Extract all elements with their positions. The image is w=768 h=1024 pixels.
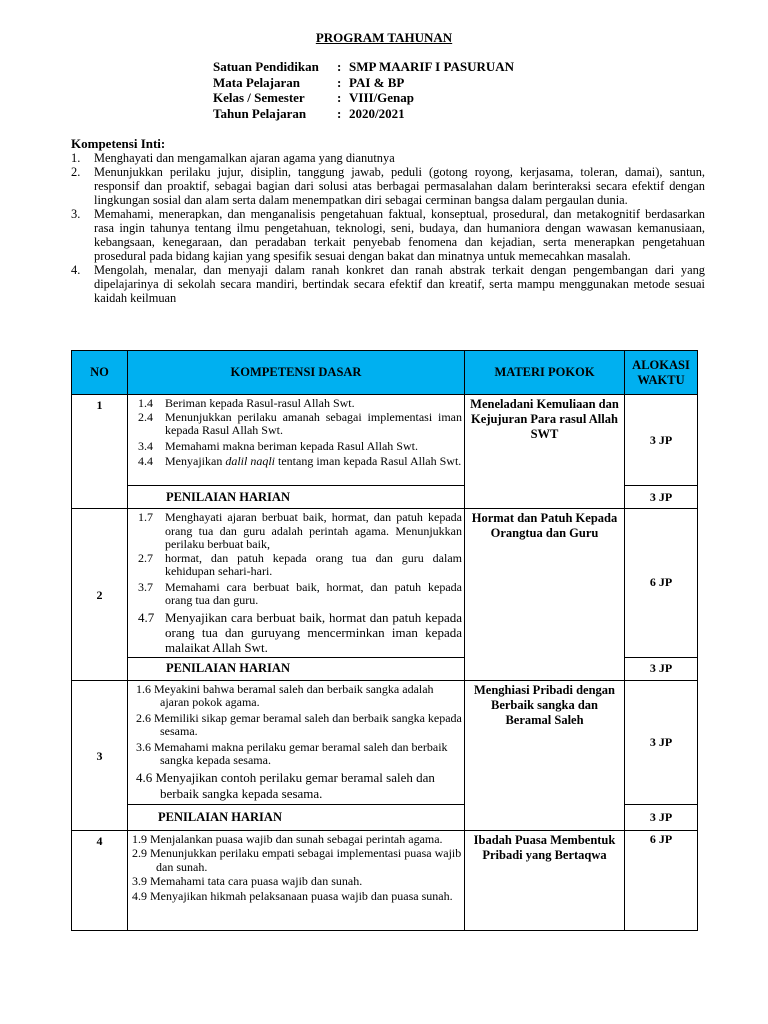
kd-cell (128, 509, 465, 658)
kd-cell (128, 830, 465, 930)
info-row-satuan: Satuan Pendidikan : SMP MAARIF I PASURUAN (213, 59, 515, 74)
kd-item: 2.9 Menunjukkan perilaku empati sebagai implementasi puasa wajib dan sunah. (132, 846, 462, 874)
kd-item: 2.7 hormat, dan patuh kepada orang tua dan guru dalam kehidupan sehari-hari. (138, 550, 462, 578)
alokasi-cell: 3 JP (625, 486, 698, 509)
alokasi-cell: 3 JP (625, 657, 698, 680)
kd-item: 2.4 Menunjukkan perilaku amanah sebagai implementasi iman kepada Rasul Allah Swt. (138, 409, 462, 437)
row-number: 1 (72, 395, 128, 509)
kd-item: 3.7 Memahami cara berbuat baik, hormat, dan patuh kepada orang tua dan guru. (138, 579, 462, 607)
row-number: 2 (72, 509, 128, 681)
kd-item: 4.7 Menyajikan cara berbuat baik, hormat dan patuh kepada orang tua dan guruyang mencerminkan iman kepada malaikat Allah Swt. (138, 609, 462, 655)
kd-item: 1.4 Beriman kepada Rasul-rasul Allah Swt. (138, 396, 355, 410)
table-row (72, 509, 698, 658)
info-row-kelas: Kelas / Semester : VIII/Genap (213, 90, 415, 105)
header-kompetensi-dasar: KOMPETENSI DASAR (128, 351, 465, 395)
header-no: NO (72, 351, 128, 395)
kd-item: 4.9 Menyajikan hikmah pelaksanaan puasa wajib dan puasa sunah. (132, 888, 453, 903)
list-item: 1. Menghayati dan mengamalkan ajaran agama yang dianutnya (71, 151, 395, 165)
header-alokasi-waktu: ALOKASI WAKTU (625, 351, 698, 395)
school-info (213, 59, 514, 121)
kd-cell (128, 395, 465, 486)
list-item: 2. Menunjukkan perilaku jujur, disiplin, tanggung jawab, peduli (gotong royong, kerjasama, toleran, damai), santun, responsif dan proaktif, sebagai bagian dari solusi atas berbagai permasalahan dalam berinteraksi secara efektif dengan lingkungan sosial dan alam serta dalam menempatkan diri sebagai cerminan bangsa dalam pergaulan dunia. (71, 165, 705, 207)
materi-cell: Hormat dan Patuh Kepada Orangtua dan Guru (465, 509, 625, 681)
kd-item: 4.6 Menyajikan contoh perilaku gemar beramal saleh dan berbaik sangka kepada sesama. (136, 769, 435, 801)
kompetensi-inti-heading: Kompetensi Inti: (71, 136, 166, 151)
list-item: 3. Memahami, menerapkan, dan menganalisis pengetahuan faktual, konseptual, prosedural, dan metakognitif berdasarkan rasa ingin tahunya tentang ilmu pengetahuan, teknologi, seni, budaya, dan humaniora dengan wawasan kemanusiaan, kebangsaan, kenegaraan, dan peradaban terkait penyebab fenomena dan kejadian, serta menerapkan pengetahuan prosedural pada bidang kajian yang spesifik sesuai dengan bakat dan minatnya untuk memecahkan masalah. (71, 207, 705, 263)
alokasi-cell: 6 JP (625, 830, 698, 930)
table-row (72, 395, 698, 486)
alokasi-cell: 3 JP (625, 804, 698, 830)
header-materi-pokok: MATERI POKOK (465, 351, 625, 395)
row-number: 3 (72, 680, 128, 830)
materi-cell: Ibadah Puasa Membentuk Pribadi yang Bertaqwa (465, 830, 625, 930)
kd-item: 3.6 Memahami makna perilaku gemar beramal saleh dan berbaik sangka kepada sesama. (136, 739, 448, 767)
kompetensi-inti (71, 136, 705, 305)
kd-item: 1.6 Meyakini bahwa beramal saleh dan berbaik sangka adalah ajaran pokok agama. (136, 681, 434, 709)
document-title: PROGRAM TAHUNAN (315, 30, 453, 45)
penilaian-harian-label: PENILAIAN HARIAN (128, 657, 465, 680)
info-row-tahun: Tahun Pelajaran : 2020/2021 (213, 105, 405, 121)
kd-item: 2.6 Memiliki sikap gemar beramal saleh dan berbaik sangka kepada sesama. (136, 710, 462, 738)
materi-cell: Meneladani Kemuliaan dan Kejujuran Para rasul Allah SWT (465, 395, 625, 509)
kd-cell (128, 680, 465, 804)
kd-item: 1.7 Menghayati ajaran berbuat baik, hormat, dan patuh kepada orang tua dan guru adalah perintah agama. Menunjukkan perilaku berbuat baik, (138, 510, 462, 551)
alokasi-cell: 3 JP (625, 680, 698, 804)
penilaian-harian-label: PENILAIAN HARIAN (128, 486, 465, 509)
kd-item: 1.9 Menjalankan puasa wajib dan sunah sebagai perintah agama. (132, 831, 443, 846)
row-number: 4 (72, 830, 128, 930)
table-row (72, 830, 698, 930)
kd-item: 3.9 Memahami tata cara puasa wajib dan sunah. (132, 874, 363, 888)
list-item: 4. Mengolah, menalar, dan menyaji dalam ranah konkret dan ranah abstrak terkait dengan pengembangan dari yang dipelajarinya di sekolah secara mandiri, bertindak secara efektif dan kreatif, serta mampu menggunakan metode sesuai kaidah keilmuan (71, 263, 705, 305)
table-row (72, 680, 698, 804)
kd-item: 3.4 Memahami makna beriman kepada Rasul Allah Swt. (138, 438, 418, 453)
alokasi-cell: 3 JP (625, 395, 698, 486)
table-header-row (72, 351, 698, 395)
kd-item: 4.4 Menyajikan dalil naqli tentang iman kepada Rasul Allah Swt. (138, 454, 462, 468)
program-table (71, 350, 698, 931)
materi-cell: Menghiasi Pribadi dengan Berbaik sangka dan Beramal Saleh (465, 680, 625, 830)
kompetensi-inti-list (71, 151, 705, 305)
penilaian-harian-label: PENILAIAN HARIAN (128, 804, 465, 830)
info-row-mapel: Mata Pelajaran : PAI & BP (213, 74, 405, 90)
alokasi-cell: 6 JP (625, 509, 698, 658)
